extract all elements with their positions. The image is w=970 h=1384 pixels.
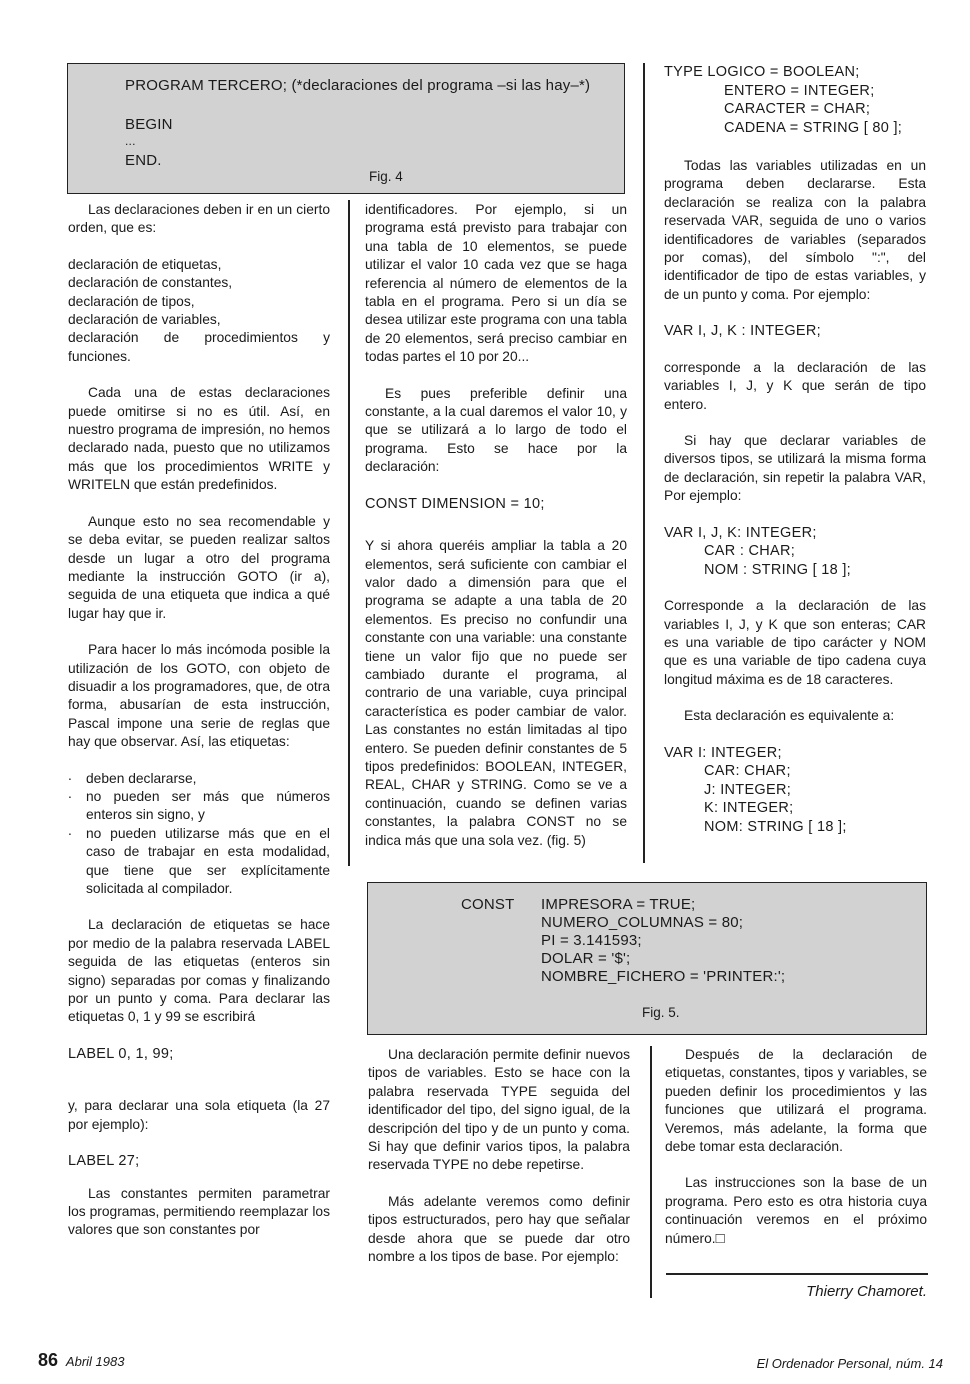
col1-paragraph: y, para declarar una sola etiqueta (la 27 por ejemplo): [68, 1098, 330, 1132]
end-mark-icon: □ [715, 1229, 725, 1247]
column-2-bottom [368, 1046, 630, 1284]
fig4-line-dots: ... [125, 134, 136, 148]
code-type-cadena: CADENA = STRING [ 80 ]; [724, 119, 903, 136]
fig4-line-begin: BEGIN [125, 116, 173, 133]
col1-paragraph: Cada una de estas declaraciones puede omitirse si no es útil. Así, en nuestro programa de impresión, no hemos declarado nada, puesto que no utilizamos más que los procedimientos WRITE y WRITELN que están predefinidos. [68, 385, 330, 493]
list-item: declaración de etiquetas, [68, 256, 222, 272]
code-type-caracter: CARACTER = CHAR; [724, 101, 871, 117]
col2-paragraph: identificadores. Por ejemplo, si un programa está previsto para trabajar con una tabla de 10 elementos, se puede utilizar el valor 10 cada vez que se haga referencia al número de elementos de la tabla en el programa. Pero si un día se desea utilizar este programa con una tabla de 20 elementos, será preciso cambiar en todas partes el 10 por 20... [365, 202, 627, 365]
column-2 [365, 201, 627, 868]
col1-paragraph: Para hacer lo más incómoda posible la utilización de los GOTO, con objeto de disuadir a los programadores, que, de otra forma, abusarían de esta instrucción, Pascal impone una serie de reglas que hay que observar. Así, las etiquetas: [68, 642, 330, 750]
col3-paragraph: Si hay que declarar variables de diversos tipos, se utilizará la misma forma de declaración, sin repetir la palabra VAR, Por ejemplo: [664, 432, 926, 504]
code-line: CAR: CHAR; [704, 763, 791, 780]
footer-left [38, 1350, 124, 1371]
code-line: K: INTEGER; [704, 800, 794, 817]
col2-paragraph: Es pues preferible definir una constante, a la cual daremos el valor 10, y que se utilizará a lo largo de todo el programa. Esto se hace por la declaración: [365, 385, 627, 475]
code-line: NOM : STRING [ 18 ]; [704, 561, 851, 578]
label-rules-list [68, 770, 330, 899]
author-name: Thierry Chamoret. [806, 1283, 927, 1300]
list-item: declaración de constantes, [68, 275, 233, 291]
code-var-ijk: VAR I, J, K : INTEGER; [664, 323, 821, 340]
col2b-paragraph: Una declaración permite definir nuevos tipos de variables. Esto se hace con la palabra reservada TYPE seguida del identificador del tipo, del signo igual, de la descripción del tipo y de un punto y coma. Si hay que definir varios tipos, la palabra reservada TYPE no debe repetirse. [368, 1047, 630, 1173]
code-line: NOM: STRING [ 18 ]; [704, 818, 847, 835]
fig5-caption: Fig. 5. [642, 1005, 680, 1020]
fig4-box [67, 63, 625, 194]
code-var-block-1 [664, 524, 926, 580]
column-3-bottom [665, 1046, 927, 1266]
fig5-const-keyword: CONST [461, 896, 515, 913]
col1-paragraph: La declaración de etiquetas se hace por medio de la palabra reservada LABEL seguida de las etiquetas (enteros sin signo) separadas por comas y finalizando por un punto y coma. Para declarar las etiquetas 0, 1 y 99 se escribirá [68, 917, 330, 1025]
declaration-order-list [68, 256, 330, 366]
col3-paragraph: corresponde a la declaración de las variables I, J, y K que serán de tipo entero. [664, 359, 926, 412]
code-type-logico: TYPE LOGICO = BOOLEAN; [664, 64, 860, 80]
column-3 [664, 63, 926, 836]
code-const-dimension: CONST DIMENSION = 10; [365, 495, 545, 512]
col3b-paragraph: Después de la declaración de etiquetas, constantes, tipos y variables, se pueden definir los procedimientos y las funciones que utilizará el programa. Veremos, más adelante, la forma que debe tomar esta declaración. [665, 1047, 927, 1155]
code-var-block-2 [664, 744, 926, 837]
list-item: . no pueden utilizarse más que en el caso de trabajar en esta modalidad, que tiene que ser explícitamente solicitada al compilador. [68, 825, 330, 899]
code-label-0-1-99: LABEL 0, 1, 99; [68, 1045, 174, 1062]
column-divider [650, 1046, 652, 1298]
column-1 [68, 201, 330, 1258]
list-item: . deben declararse, [68, 770, 330, 788]
code-line: J: INTEGER; [704, 781, 792, 798]
col3-paragraph: Todas las variables utilizadas en un programa deben declararse. Esta declaración se realiza con la palabra reservada VAR, seguida de uno o varios identificadores de variables (separados por comas), del símbolo ":", del identificador de tipo de estas variables, y de un punto y coma. Por ejemplo: [664, 158, 926, 302]
magazine-name: El Ordenador Personal, núm. 14 [756, 1356, 943, 1371]
author-rule [666, 1273, 928, 1275]
fig5-box [367, 882, 927, 1035]
code-type-entero: ENTERO = INTEGER; [724, 82, 875, 99]
col3-paragraph: Corresponde a la declaración de las variables I, J, y K que son enteras; CAR es una variable de tipo carácter y NOM que es una variable de tipo cadena cuya longitud máxima es de 18 caracteres. [664, 598, 926, 687]
closing-text: Las instrucciones son la base de un programa. Pero esto es otra historia cuya continuación veremos en el próximo número. [665, 1175, 927, 1246]
col1-paragraph: Aunque esto no sea recomendable y se deba evitar, se pueden realizar saltos desde un lugar a otro del programa mediante la instrucción GOTO (ir a), seguida de una etiqueta que indica a qué lugar hay que ir. [68, 513, 330, 621]
col3b-paragraph [665, 1174, 927, 1248]
issue-date: Abril 1983 [65, 1354, 125, 1369]
col1-paragraph: Las declaraciones deben ir en un cierto orden, que es: [68, 202, 330, 236]
col2-paragraph: Y si ahora queréis ampliar la tabla a 20 elementos, será suficiente con cambiar el valor dado a dimensión para que el programa se adapte a una tabla de 20 elementos. Es preciso no confundir una constante con una variable: una constante tiene un valor fijo que no puede ser cambiado durante el programa, al contrario de una variable, cuya principal característica es poder cambiar de valor. Las constantes no están limitadas al tipo entero. Se pueden definir constantes de 5 tipos predefinidos: BOOLEAN, INTEGER, REAL, CHAR y STRING. Como se ve a continuación, cuando se definen varias constantes, la palabra CONST no se indica más que una sola vez. (fig. 5) [365, 538, 627, 848]
col3-paragraph: Esta declaración es equivalente a: [684, 708, 895, 724]
fig4-caption: Fig. 4 [369, 169, 403, 184]
fig5-line: PI = 3.141593; [541, 932, 642, 949]
code-line: VAR I, J, K: INTEGER; [664, 524, 817, 541]
fig4-line-end: END. [125, 152, 162, 169]
list-item: declaración de procedimientos y funciones. [68, 330, 330, 364]
fig5-line: DOLAR = '$'; [541, 950, 631, 967]
code-line: VAR I: INTEGER; [664, 744, 782, 761]
fig5-line: NOMBRE_FICHERO = 'PRINTER:'; [541, 968, 786, 985]
column-divider [348, 200, 350, 866]
list-item: . no pueden ser más que números enteros sin signo, y [68, 788, 330, 825]
column-divider [643, 63, 645, 863]
fig5-line: IMPRESORA = TRUE; [541, 896, 696, 913]
code-line: CAR : CHAR; [704, 543, 796, 560]
fig5-line: NUMERO_COLUMNAS = 80; [541, 914, 744, 931]
page-number: 86 [38, 1350, 59, 1370]
col2b-paragraph: Más adelante veremos como definir tipos estructurados, pero hay que señalar desde ahora que se puede dar otro nombre a los tipos de base. Por ejemplo: [368, 1193, 630, 1265]
code-label-27: LABEL 27; [68, 1153, 140, 1170]
col1-paragraph: Las constantes permiten parametrar los programas, permitiendo reemplazar los valores que son constantes por [68, 1185, 330, 1238]
list-item: declaración de tipos, [68, 293, 195, 309]
fig4-line-program: PROGRAM TERCERO; (*declaraciones del programa –si las hay–*) [125, 77, 591, 94]
list-item: declaración de variables, [68, 312, 221, 328]
